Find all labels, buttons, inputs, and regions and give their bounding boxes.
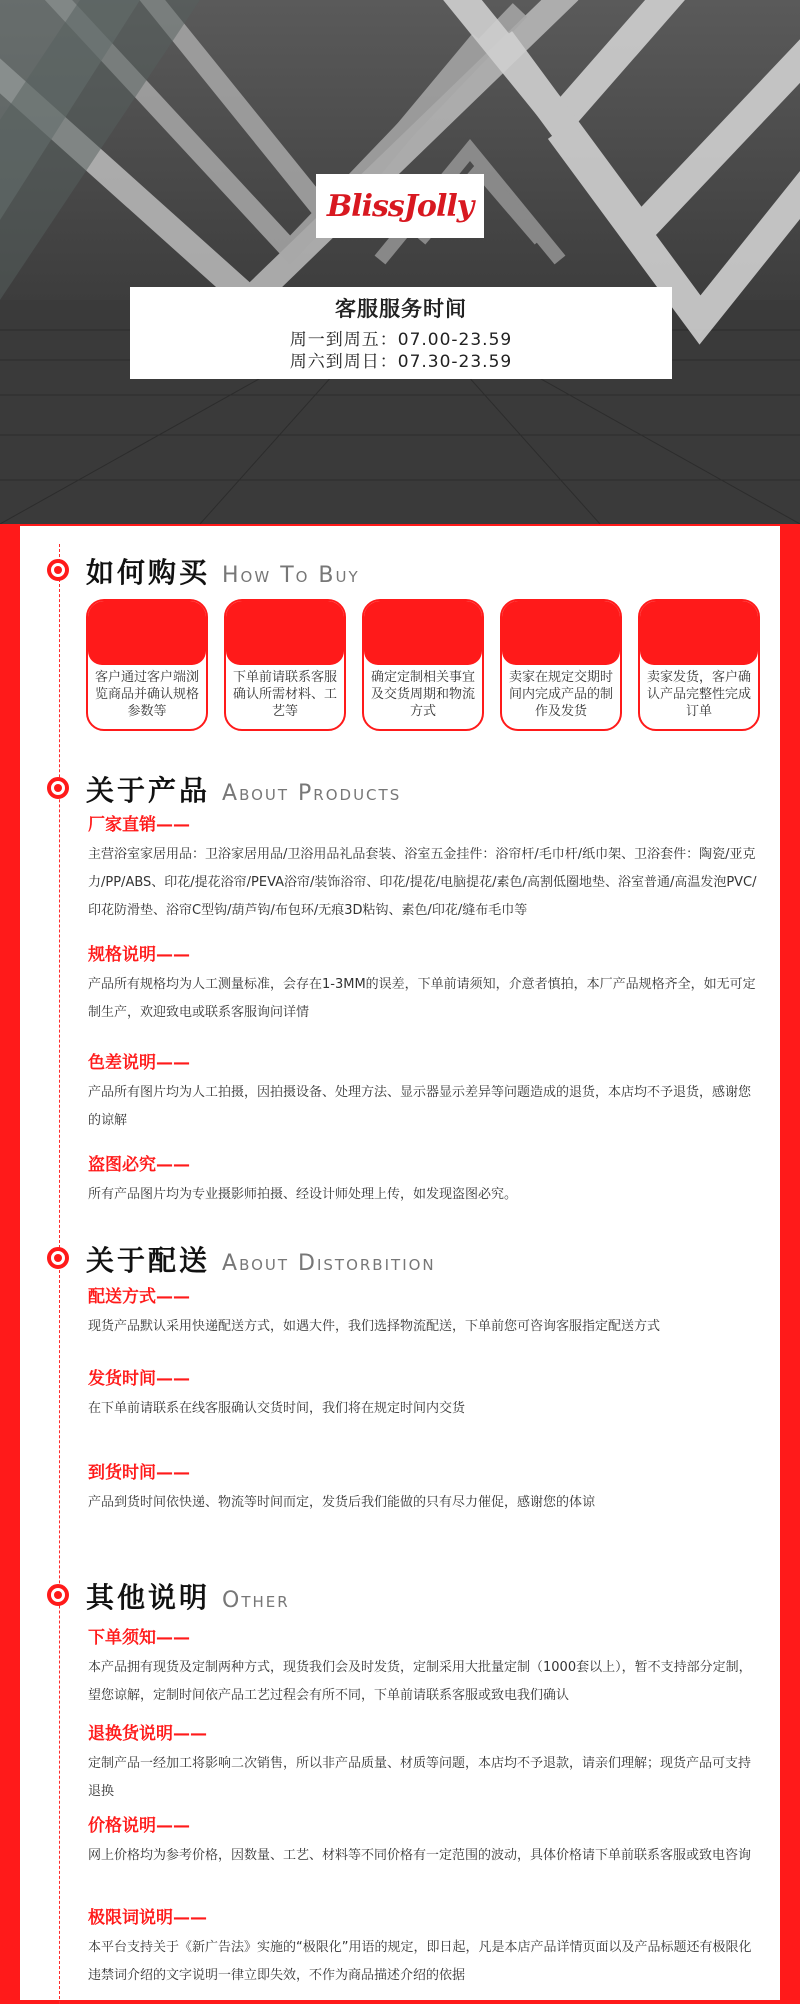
step-card xyxy=(638,599,760,731)
info-item-title: 规格说明—— xyxy=(88,945,190,965)
info-item-title: 价格说明—— xyxy=(88,1816,190,1836)
bullet-target-icon xyxy=(47,1247,69,1269)
step-card-header xyxy=(88,601,206,665)
step-card-header xyxy=(364,601,482,665)
service-hours-title: 客服服务时间 xyxy=(335,297,467,321)
section-title xyxy=(86,551,360,591)
info-item xyxy=(88,1626,760,1710)
section-title-text: 关于产品 xyxy=(86,774,211,807)
info-item-text: 在下单前请联系在线客服确认交货时间，我们将在规定时间内交货 xyxy=(88,1401,466,1416)
section-subtitle: Other xyxy=(222,1588,290,1613)
section-header xyxy=(20,769,780,809)
bullet-target-icon xyxy=(47,559,69,581)
section-title-text: 关于配送 xyxy=(86,1244,211,1277)
service-hours-box xyxy=(130,287,672,379)
section-header xyxy=(20,1576,780,1616)
service-hours-weekend: 周六到周日：07.30-23.59 xyxy=(289,352,513,372)
info-item xyxy=(88,1722,760,1806)
info-item xyxy=(88,1153,760,1209)
section-title xyxy=(86,769,401,809)
info-item-title: 退换货说明—— xyxy=(88,1724,207,1744)
info-item xyxy=(88,1906,760,1990)
info-item-title: 发货时间—— xyxy=(88,1369,190,1389)
section-how-to-buy xyxy=(20,551,780,751)
hero-banner xyxy=(0,0,800,524)
step-card-header xyxy=(640,601,758,665)
section-about-delivery xyxy=(20,1239,780,1539)
step-card xyxy=(224,599,346,731)
info-item-text: 定制产品一经加工将影响二次销售，所以非产品质量、材质等问题，本店均不予退款，请亲们理解；现货产品可支持退换 xyxy=(88,1756,752,1799)
step-card xyxy=(86,599,208,731)
section-subtitle: About Products xyxy=(222,781,402,806)
info-item-text: 所有产品图片均为专业摄影师拍摄、经设计师处理上传，如发现盗图必究。 xyxy=(88,1187,518,1202)
bullet-target-icon xyxy=(47,777,69,799)
section-about-products xyxy=(20,769,780,1229)
info-item xyxy=(88,813,760,925)
info-item xyxy=(88,1367,760,1423)
section-title xyxy=(86,1576,290,1616)
section-subtitle: About Distorbition xyxy=(222,1251,436,1276)
info-item xyxy=(88,1285,760,1341)
section-subtitle: How To Buy xyxy=(222,563,360,588)
bullet-target-icon xyxy=(47,1584,69,1606)
step-card-text: 卖家在规定交期时间内完成产品的制作及发货 xyxy=(508,670,613,719)
info-item-text: 网上价格均为参考价格，因数量、工艺、材料等不同价格有一定范围的波动，具体价格请下单前联系客服或致电咨询 xyxy=(88,1848,752,1863)
section-title-text: 其他说明 xyxy=(86,1581,211,1614)
brand-logo-text: BlissJolly xyxy=(326,188,474,224)
info-item xyxy=(88,1051,760,1135)
info-item xyxy=(88,1814,760,1870)
step-card-header xyxy=(226,601,344,665)
info-item-text: 产品所有规格均为人工测量标准，会存在1-3MM的误差，下单前请须知，介意者慎拍，本厂产品规格齐全，如无可定制生产，欢迎致电或联系客服询问详情 xyxy=(88,977,756,1020)
step-card-text: 下单前请联系客服确认所需材料、工艺等 xyxy=(232,670,337,719)
step-card-text: 卖家发货，客户确认产品完整性完成订单 xyxy=(646,670,751,719)
section-header xyxy=(20,1239,780,1279)
info-item-title: 厂家直销—— xyxy=(88,815,190,835)
architecture-background xyxy=(0,0,800,524)
section-title xyxy=(86,1239,436,1279)
info-item-title: 极限词说明—— xyxy=(88,1908,207,1928)
purchase-steps xyxy=(86,599,766,731)
info-item xyxy=(88,943,760,1027)
section-title-text: 如何购买 xyxy=(86,556,211,589)
step-card-text: 确定定制相关事宜及交货周期和物流方式 xyxy=(370,670,475,719)
step-card-header xyxy=(502,601,620,665)
content-panel xyxy=(20,526,780,2000)
info-item xyxy=(88,1461,760,1517)
info-item-text: 产品到货时间依快递、物流等时间而定，发货后我们能做的只有尽力催促，感谢您的体谅 xyxy=(88,1495,596,1510)
info-item-title: 配送方式—— xyxy=(88,1287,190,1307)
step-card xyxy=(362,599,484,731)
info-item-text: 本产品拥有现货及定制两种方式，现货我们会及时发货，定制采用大批量定制（1000套以上），暂不支持部分定制，望您谅解，定制时间依产品工艺过程会有所不同，下单前请联系客服或致电我们确认 xyxy=(88,1660,752,1703)
section-header xyxy=(20,551,780,591)
info-item-text: 产品所有图片均为人工拍摄，因拍摄设备、处理方法、显示器显示差异等问题造成的退货，本店均不予退货，感谢您的谅解 xyxy=(88,1085,752,1128)
info-item-title: 色差说明—— xyxy=(88,1053,190,1073)
step-card xyxy=(500,599,622,731)
brand-logo xyxy=(316,174,484,238)
info-item-text: 本平台支持关于《新广告法》实施的“极限化”用语的规定，即日起，凡是本店产品详情页面以及产品标题还有极限化违禁词介绍的文字说明一律立即失效，不作为商品描述介绍的依据 xyxy=(88,1940,752,1983)
info-item-text: 主营浴室家居用品：卫浴家居用品/卫浴用品礼品套装、浴室五金挂件：浴帘杆/毛巾杆/纸巾架、卫浴套件：陶瓷/亚克力/PP/ABS、印花/提花浴帘/PEVA浴帘/装饰浴帘、印花/提花/电脑提花/素色/高割低圈地垫、浴室普通/高温发泡PVC/印花防滑垫、浴帘C型钩/葫芦钩/布包环/无痕3D粘钩、素色/印花/缝布毛巾等 xyxy=(88,847,757,918)
info-item-title: 到货时间—— xyxy=(88,1463,190,1483)
info-item-title: 盗图必究—— xyxy=(88,1155,190,1175)
section-other xyxy=(20,1576,780,2000)
service-hours-weekdays: 周一到周五：07.00-23.59 xyxy=(289,330,513,350)
info-item-text: 现货产品默认采用快递配送方式，如遇大件，我们选择物流配送，下单前您可咨询客服指定配送方式 xyxy=(88,1319,661,1334)
step-card-text: 客户通过客户端浏览商品并确认规格参数等 xyxy=(94,670,199,719)
info-item-title: 下单须知—— xyxy=(88,1628,190,1648)
